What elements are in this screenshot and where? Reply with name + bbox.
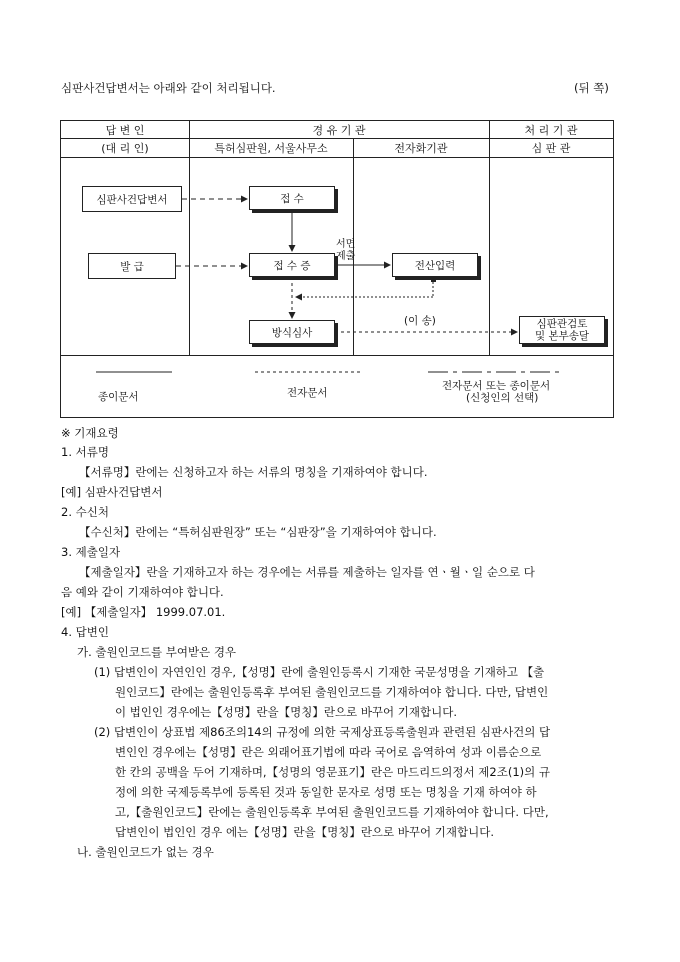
- note3-text-1: 【제출일자】란을 기재하고자 하는 경우에는 서류를 제출하는 일자를 연ㆍ월ㆍ일 순으로 다: [79, 565, 535, 579]
- col-processor-header: 처 리 기 관: [524, 123, 578, 137]
- note3-title: 3. 제출일자: [61, 545, 121, 559]
- box-issue: 발 급: [88, 253, 176, 279]
- note4-a: 가. 출원인코드를 부여받은 경우: [77, 645, 237, 659]
- box-computer-input: 전산입력: [392, 253, 478, 277]
- note1-text: 【서류명】란에는 신청하고자 하는 서류의 명칭을 기재하여야 합니다.: [79, 465, 428, 479]
- box-receive: 접 수: [249, 186, 335, 210]
- input-marker: [431, 277, 436, 282]
- box-answer-document: 심판사건답변서: [82, 186, 182, 212]
- note4-a2-5: 고,【출원인코드】란에는 출원인등록후 부여된 출원인코드를 기재하여야 합니다. 다만,: [115, 805, 549, 819]
- note3-text-2: 음 예와 같이 기재하여야 합니다.: [61, 585, 224, 599]
- note1-example: [예] 심판사건답변서: [61, 485, 163, 499]
- col-relay-sub-b: 전자화기관: [394, 141, 448, 155]
- legend-paper: 종이문서: [98, 391, 139, 403]
- box-format-check: 방식심사: [249, 320, 335, 344]
- note4-title: 4. 답변인: [61, 625, 109, 639]
- label-transfer: (이 송): [404, 315, 436, 327]
- note4-a1-3: 이 법인인 경우에는【성명】란을【명칭】란으로 바꾸어 기재합니다.: [115, 705, 457, 719]
- notes-heading: ※ 기재요령: [61, 426, 119, 440]
- note4-a2-6: 답변인이 법인인 경우 에는【성명】란을【명칭】란으로 바꾸어 기재합니다.: [115, 825, 494, 839]
- col-relay-sub-a: 특허심판원, 서울사무소: [214, 141, 328, 155]
- box-judge-review-line1: 심판관검토: [536, 318, 588, 330]
- label-submit-2: 제출: [336, 251, 356, 262]
- note4-a1-2: 원인코드】란에는 출원인등록후 부여된 출원인코드를 기재하여야 합니다. 다만, 답변인: [115, 685, 549, 699]
- note4-a1-1: (1) 답변인이 자연인인 경우,【성명】란에 출원인등록시 기재한 국문성명을 기재하고 【출: [94, 665, 545, 679]
- label-submit-1: 서면: [336, 239, 356, 250]
- legend-electronic: 전자문서: [287, 387, 328, 399]
- box-judge-review-line2: 및 본부송달: [534, 330, 590, 342]
- note1-title: 1. 서류명: [61, 445, 109, 459]
- page-title: 심판사건답변서는 아래와 같이 처리됩니다.: [61, 81, 276, 95]
- box-receipt: 접 수 증: [249, 253, 335, 277]
- note2-title: 2. 수신처: [61, 505, 109, 519]
- note4-a2-2: 변인인 경우에는【성명】란은 외래어표기법에 따라 국어로 음역하여 성과 이름순으로: [115, 745, 542, 759]
- note4-a2-1: (2) 답변인이 상표법 제86조의14의 규정에 의한 국제상표등록출원과 관련된 심판사건의 답: [94, 725, 551, 739]
- page-side-label: (뒤 쪽): [574, 81, 609, 95]
- col-respondent-subheader: (대 리 인): [101, 141, 149, 155]
- col-respondent-header: 답 변 인: [105, 123, 145, 137]
- col-processor-sub: 심 판 관: [531, 141, 571, 155]
- note4-a2-3: 한 칸의 공백을 두어 기재하며,【성명의 영문표기】란은 마드리드의정서 제2조(1)의 규: [115, 765, 550, 779]
- note4-a2-4: 정에 의한 국제등록부에 등록된 것과 동일한 문자로 성명 또는 명칭을 기재 하여야 하: [115, 785, 537, 799]
- legend-either-2: (신청인의 선택): [466, 392, 539, 404]
- note4-b: 나. 출원인코드가 없는 경우: [77, 845, 214, 859]
- legend-either-1: 전자문서 또는 종이문서: [442, 380, 551, 392]
- note3-example: [예] 【제출일자】 1999.07.01.: [61, 605, 226, 619]
- col-relay-header: 경 유 기 관: [312, 123, 366, 137]
- note2-text: 【수신처】란에는 “특허심판원장” 또는 “심판장”을 기재하여야 합니다.: [79, 525, 437, 539]
